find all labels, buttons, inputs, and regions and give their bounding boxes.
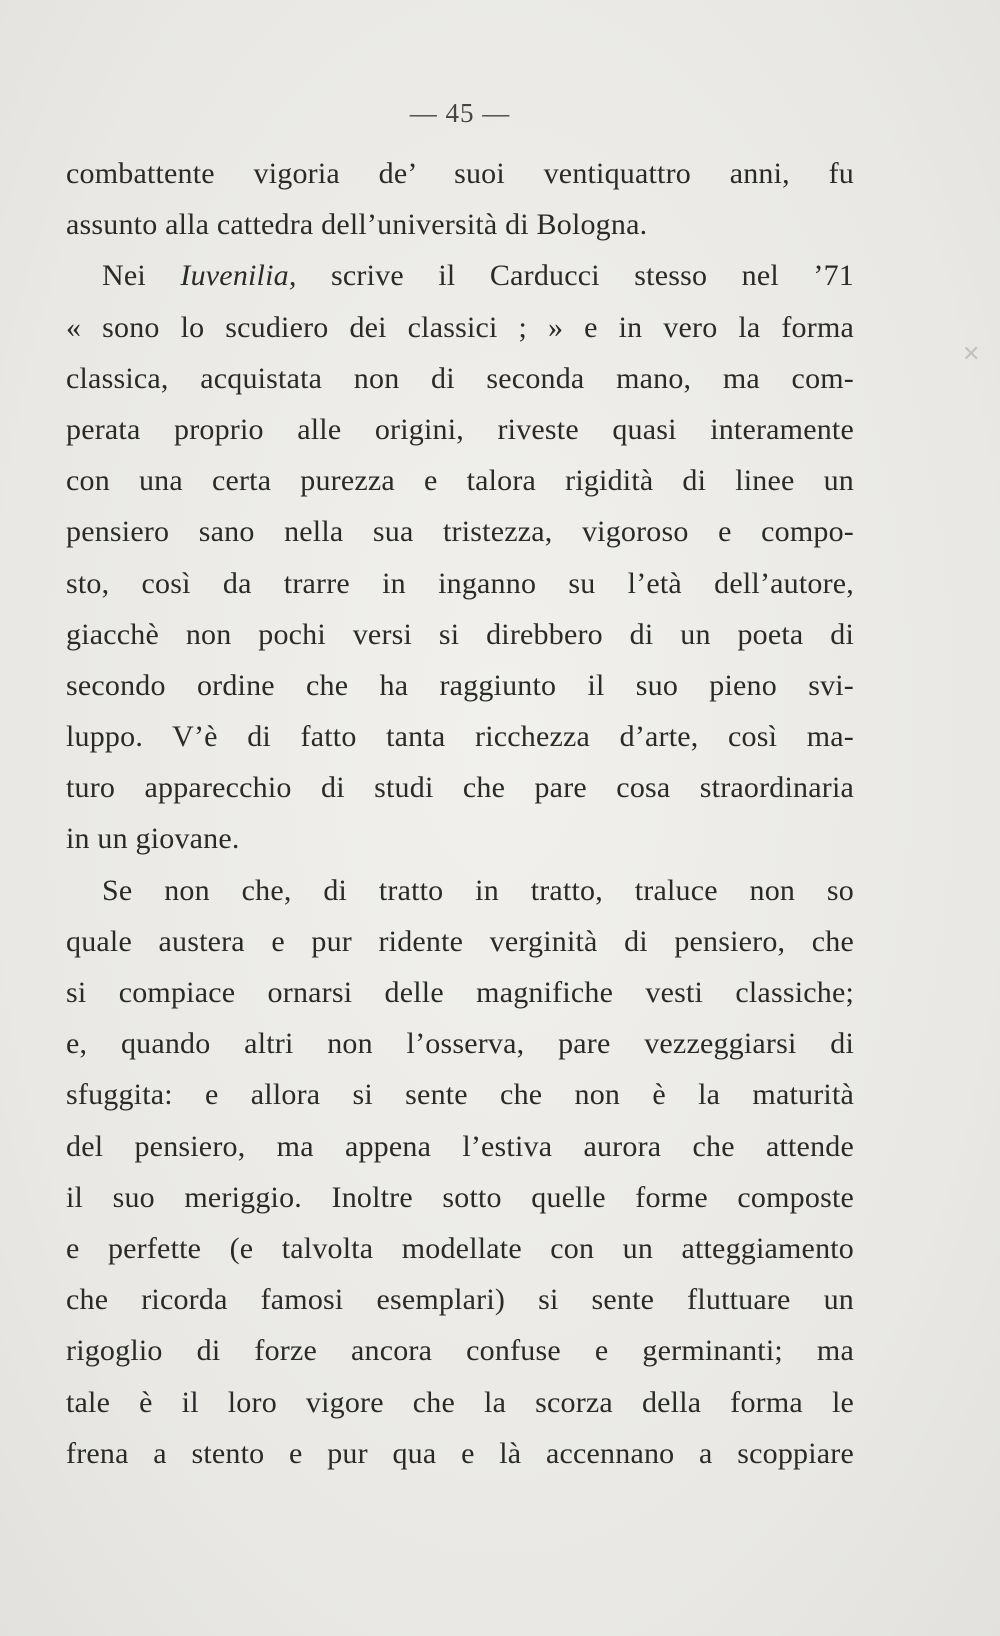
text-line: con una certa purezza e talora rigidità di linee un	[66, 464, 854, 498]
text-line: rigoglio di forze ancora confuse e germinanti; ma	[66, 1334, 854, 1368]
text-line: assunto alla cattedra dell’università di Bologna.	[66, 208, 648, 242]
text-line: e perfette (e talvolta modellate con un atteggiamento	[66, 1231, 854, 1265]
text-line: tale è il loro vigore che la scorza della forma le	[66, 1385, 854, 1419]
italic-title: Iuvenilia,	[180, 259, 297, 293]
text-line: in un giovane.	[66, 822, 240, 856]
text-line: giacchè non pochi versi si direbbero di un poeta di	[66, 617, 854, 651]
text-line: frena a stento e pur qua e là accennano a scoppiare	[66, 1436, 854, 1470]
paragraph-lead: Nei	[102, 259, 181, 293]
text-line: il suo meriggio. Inoltre sotto quelle forme composte	[66, 1180, 854, 1214]
text-line	[66, 250, 854, 301]
margin-pencil-mark: ✕	[962, 342, 981, 367]
body-text	[66, 148, 854, 1479]
text-line: classica, acquistata non di seconda mano, ma com-	[66, 361, 854, 395]
text-line: Se non che, di tratto in tratto, traluce non so	[102, 873, 854, 907]
text-line: quale austera e pur ridente verginità di pensiero, che	[66, 924, 854, 958]
text-line: pensiero sano nella sua tristezza, vigoroso e compo-	[66, 515, 854, 549]
text-line: del pensiero, ma appena l’estiva aurora che attende	[66, 1129, 854, 1163]
text-line: e, quando altri non l’osserva, pare vezzeggiarsi di	[66, 1027, 854, 1061]
text-line: si compiace ornarsi delle magnifiche vesti classiche;	[66, 976, 854, 1009]
text-line-rest: scrive il Carducci stesso nel ’71	[331, 259, 854, 293]
text-line: che ricorda famosi esemplari) si sente fluttuare un	[66, 1283, 854, 1317]
text-line: sto, così da trarre in inganno su l’età dell’autore,	[66, 566, 854, 600]
page-number: — 45 —	[409, 98, 511, 128]
text-line: « sono lo scudiero dei classici ; » e in vero la forma	[66, 310, 854, 344]
text-line: perata proprio alle origini, riveste quasi interamente	[66, 412, 854, 446]
text-line: combattente vigoria de’ suoi ventiquattro anni, fu	[66, 157, 854, 190]
text-line: sfuggita: e allora si sente che non è la maturità	[66, 1078, 854, 1112]
text-line: luppo. V’è di fatto tanta ricchezza d’arte, così ma-	[66, 720, 854, 754]
text-line: turo apparecchio di studi che pare cosa straordinaria	[66, 771, 854, 805]
text-line: secondo ordine che ha raggiunto il suo pieno svi-	[66, 668, 854, 702]
